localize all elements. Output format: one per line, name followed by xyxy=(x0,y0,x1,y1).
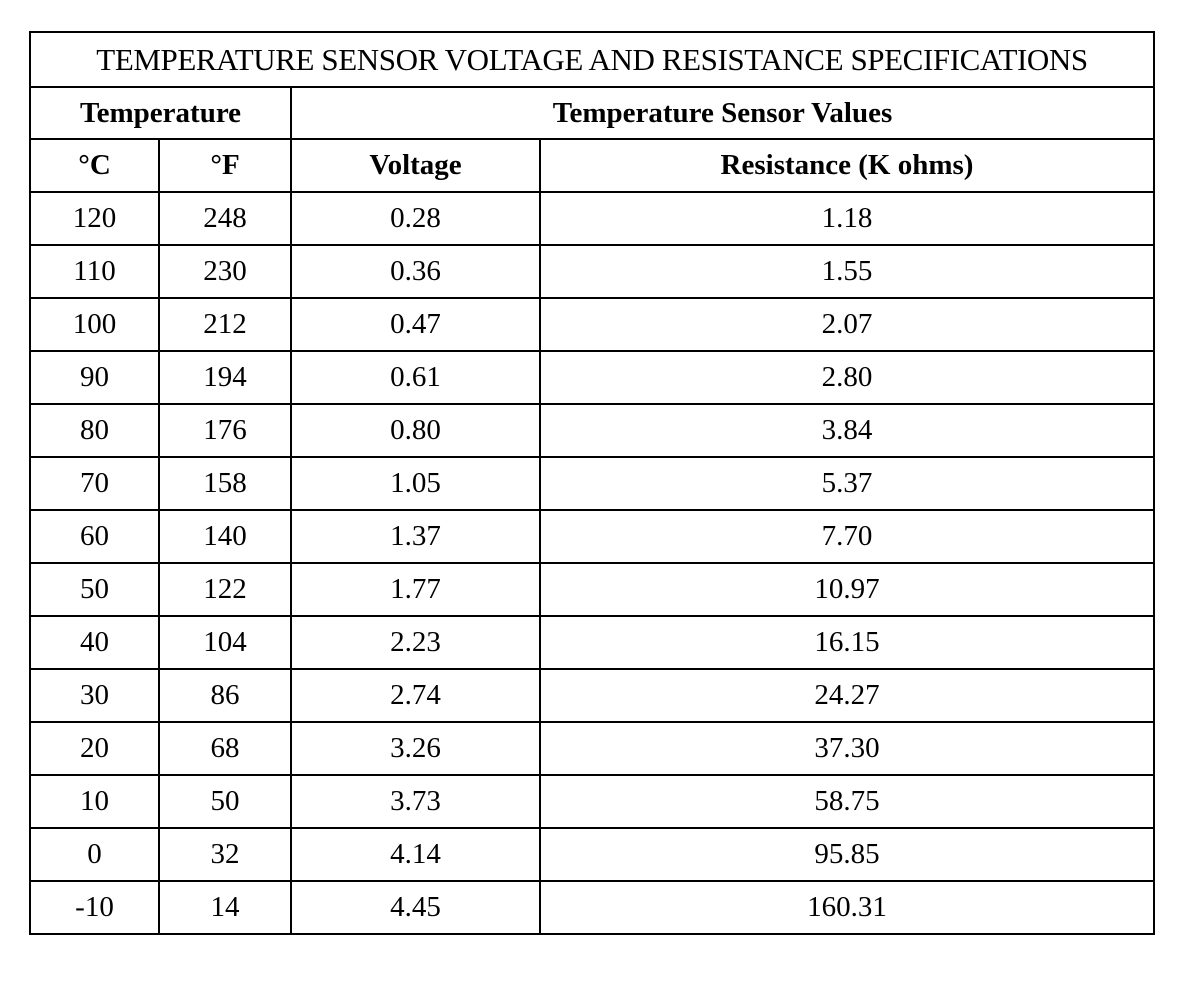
table-row xyxy=(30,775,1154,828)
celsius-cell: 100 xyxy=(30,298,159,351)
resistance-cell: 10.97 xyxy=(540,563,1154,616)
voltage-cell: 4.45 xyxy=(291,881,540,934)
table-row xyxy=(30,616,1154,669)
voltage-cell: 3.73 xyxy=(291,775,540,828)
resistance-cell: 160.31 xyxy=(540,881,1154,934)
table-row xyxy=(30,192,1154,245)
celsius-cell: 90 xyxy=(30,351,159,404)
table-body xyxy=(30,192,1154,934)
column-header-row xyxy=(30,139,1154,192)
celsius-cell: 20 xyxy=(30,722,159,775)
celsius-cell: 60 xyxy=(30,510,159,563)
table-row xyxy=(30,828,1154,881)
fahrenheit-cell: 248 xyxy=(159,192,291,245)
resistance-cell: 16.15 xyxy=(540,616,1154,669)
voltage-cell: 0.61 xyxy=(291,351,540,404)
fahrenheit-cell: 32 xyxy=(159,828,291,881)
voltage-cell: 3.26 xyxy=(291,722,540,775)
resistance-cell: 37.30 xyxy=(540,722,1154,775)
voltage-cell: 2.74 xyxy=(291,669,540,722)
voltage-cell: 1.05 xyxy=(291,457,540,510)
resistance-cell: 58.75 xyxy=(540,775,1154,828)
table-row xyxy=(30,298,1154,351)
table-row xyxy=(30,563,1154,616)
fahrenheit-cell: 140 xyxy=(159,510,291,563)
celsius-cell: 10 xyxy=(30,775,159,828)
table-row xyxy=(30,722,1154,775)
fahrenheit-cell: 104 xyxy=(159,616,291,669)
voltage-cell: 0.28 xyxy=(291,192,540,245)
resistance-cell: 95.85 xyxy=(540,828,1154,881)
fahrenheit-cell: 194 xyxy=(159,351,291,404)
fahrenheit-cell: 176 xyxy=(159,404,291,457)
fahrenheit-cell: 230 xyxy=(159,245,291,298)
table-row xyxy=(30,669,1154,722)
resistance-cell: 24.27 xyxy=(540,669,1154,722)
fahrenheit-cell: 14 xyxy=(159,881,291,934)
resistance-cell: 1.18 xyxy=(540,192,1154,245)
voltage-column-header: Voltage xyxy=(291,139,540,192)
celsius-cell: 80 xyxy=(30,404,159,457)
group-header-row xyxy=(30,87,1154,139)
celsius-cell: 110 xyxy=(30,245,159,298)
voltage-cell: 0.47 xyxy=(291,298,540,351)
table-row xyxy=(30,510,1154,563)
table-title-row xyxy=(30,32,1154,87)
celsius-cell: -10 xyxy=(30,881,159,934)
table-title: TEMPERATURE SENSOR VOLTAGE AND RESISTANCE SPECIFICATIONS xyxy=(30,32,1154,87)
table-row xyxy=(30,881,1154,934)
celsius-cell: 120 xyxy=(30,192,159,245)
voltage-cell: 0.80 xyxy=(291,404,540,457)
voltage-cell: 1.77 xyxy=(291,563,540,616)
celsius-cell: 50 xyxy=(30,563,159,616)
celsius-cell: 0 xyxy=(30,828,159,881)
resistance-column-header: Resistance (K ohms) xyxy=(540,139,1154,192)
resistance-cell: 2.07 xyxy=(540,298,1154,351)
fahrenheit-cell: 86 xyxy=(159,669,291,722)
fahrenheit-cell: 122 xyxy=(159,563,291,616)
temperature-sensor-spec-table xyxy=(29,31,1155,935)
celsius-cell: 70 xyxy=(30,457,159,510)
celsius-cell: 40 xyxy=(30,616,159,669)
resistance-cell: 2.80 xyxy=(540,351,1154,404)
fahrenheit-column-header: °F xyxy=(159,139,291,192)
table-row xyxy=(30,351,1154,404)
voltage-cell: 2.23 xyxy=(291,616,540,669)
resistance-cell: 5.37 xyxy=(540,457,1154,510)
fahrenheit-cell: 158 xyxy=(159,457,291,510)
resistance-cell: 1.55 xyxy=(540,245,1154,298)
celsius-cell: 30 xyxy=(30,669,159,722)
fahrenheit-cell: 68 xyxy=(159,722,291,775)
voltage-cell: 0.36 xyxy=(291,245,540,298)
voltage-cell: 1.37 xyxy=(291,510,540,563)
resistance-cell: 3.84 xyxy=(540,404,1154,457)
table-row xyxy=(30,404,1154,457)
sensor-values-group-header: Temperature Sensor Values xyxy=(291,87,1154,139)
fahrenheit-cell: 212 xyxy=(159,298,291,351)
fahrenheit-cell: 50 xyxy=(159,775,291,828)
celsius-column-header: °C xyxy=(30,139,159,192)
table-row xyxy=(30,245,1154,298)
temperature-group-header: Temperature xyxy=(30,87,291,139)
table-row xyxy=(30,457,1154,510)
resistance-cell: 7.70 xyxy=(540,510,1154,563)
voltage-cell: 4.14 xyxy=(291,828,540,881)
